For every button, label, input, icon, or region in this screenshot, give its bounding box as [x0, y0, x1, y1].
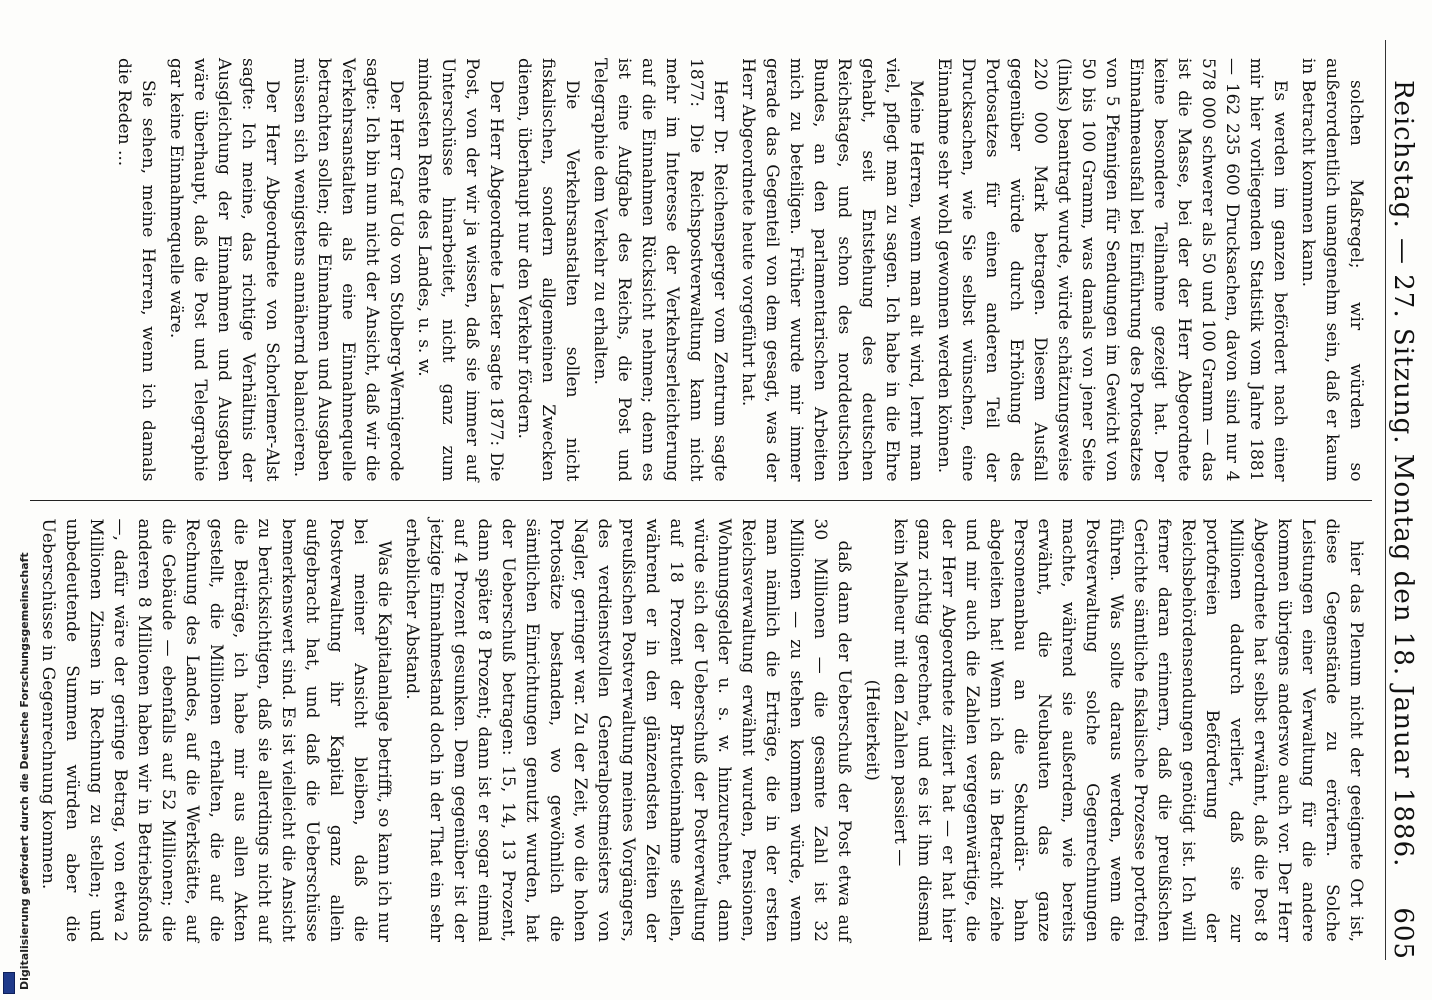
- paragraph: Der Herr Abgeordnete von Schorlemer-Alst sagte: Ich meine, das richtige Verhältnis der Ausgleichung der Einnahmen und Ausgaben wäre überhaupt, daß die Post und Telegraphie gar keine Einnahmequelle wäre.: [166, 58, 282, 482]
- dfg-logo-icon: [3, 972, 15, 994]
- column-left: [30, 40, 1372, 500]
- text-columns: [30, 40, 1372, 960]
- page-number: 605: [1388, 907, 1418, 960]
- page-header: [1385, 40, 1420, 960]
- paragraph: Der Herr Abgeordnete Laster sagte 1877: Die Post, von der wir ja wissen, daß sie immer auf Unterschüsse hinarbeitet, nicht ganz zum mindesten Rente des Landes, u. s. w.: [414, 58, 506, 482]
- paragraph: daß dann der Ueberschuß der Post etwa auf 30 Millionen — die gesamte Zahl ist 32 Millionen — zu stehen kommen würde, wenn man nämlich die Erträge, die in der ersten Reichsverwaltung erwähnt wurden, Pensionen, Wohnungsgelder u. s. w. hinzurechnet, dann würde sich der Ueberschuß der Postverwaltung auf 18 Prozent der Bruttoeinnahme stellen, während er in den glänzendsten Zeiten der preußischen Postverwaltung meines Vorgängers, des verdienstvollen Generalpostmeisters von Nagler, geringer war. Zu der Zeit, wo die hohen Portosätze bestanden, wo gewöhnlich die sämtlichen Einrichtungen genutzt wurden, hat der Ueberschuß betragen: 15, 14, 13 Prozent, dann später 8 Prozent; dann ist er sogar einmal auf 4 Prozent gesunken. Dem gegenüber ist der jetzige Einnahmestand doch in der That ein sehr erheblicher Abstand.: [402, 518, 854, 942]
- interjection: (Heiterkeit): [862, 679, 882, 781]
- paragraph: Der Herr Graf Udo von Stolberg-Wernigerode sagte: Ich bin nun nicht der Ansicht, daß wir die Verkehrsanstalten als eine Einnahmequelle betrachten sollen; die Einnahmen und Ausgaben müssen sich wenigstens annähernd balancieren.: [290, 58, 406, 482]
- column-right: [30, 500, 1372, 961]
- paragraph: Die Verkehrsanstalten sollen nicht fiskalischen, sondern allgemeinen Zwecken dienen, überhaupt nur den Verkehr fördern.: [514, 58, 582, 482]
- paragraph: Herr Dr. Reichensperger vom Zentrum sagte 1877: Die Reichspostverwaltung kann nicht mehr im Interesse der Verkehrserleichterung auf die Einnahmen Rücksicht nehmen; denn es ist eine Aufgabe des Reichs, die Post und Telegraphie dem Verkehr zu erhalten.: [590, 58, 730, 482]
- paragraph: Es werden im ganzen befördert nach einer mir hier vorliegenden Statistik vom Jahre 1881 — 162 235 600 Drucksachen, davon sind nur 4 578 000 schwerer als 50 und 100 Gramm — das ist die Masse, bei der der Herr Abgeordnete keine besondere Teilnahme gezeigt hat. Der Einnahmeausfall bei Einführung des Portosatzes von 5 Pfennigen für Sendungen im Gewicht von 50 bis 100 Gramm, was damals von jener Seite (links) beantragt wurde, würde schätzungsweise 220 000 Mark betragen. Diesem Ausfall gegenüber würde durch Erhöhung des Portosatzes für einen anderen Teil der Drucksachen, wie Sie selbst wünschen, eine Einnahme sehr wohl gewonnen werden können.: [934, 58, 1290, 482]
- running-title: Reichstag. — 27. Sitzung. Montag den 18. Januar 1886.: [1388, 79, 1418, 868]
- digitization-note: Digitalisierung gefördert durch die Deutsche Forschungsgemeinschaft: [18, 552, 31, 990]
- paragraph: Meine Herren, wenn man alt wird, lernt man viel, pflegt man zu sagen. Ich habe in die Ehre gehabt, seit Entstehung des deutschen Reichstages, und schon des norddeutschen Bundes, an den parlamentarischen Arbeiten mich zu beteiligen. Früher wurde mir immer gerade das Gegenteil von dem gesagt, was der Herr Abgeordnete heute vorgeführt hat.: [738, 58, 926, 482]
- paragraph: solchen Maßregel; wir würden so außerordentlich unangenehm sein, daß er kaum in Betracht kommen kann.: [1298, 58, 1366, 482]
- paragraph: Sie sehen, meine Herren, wenn ich damals die Reden ...: [114, 58, 158, 482]
- paragraph: hier das Plenum nicht der geeignete Ort ist, diese Gegenstände zu erörtern. Solche Leistungen einer Verwaltung für die andere kommen übrigens anderswo auch vor. Der Herr Abgeordnete hat selbst erwähnt, daß die Post 8 Millionen dadurch verliert, daß sie zur portofreien Beförderung der Reichsbehördensendungen genötigt ist. Ich will ferner daran erinnern, daß die preußischen Gerichte sämtliche fiskalische Prozesse portofrei führen. Was sollte daraus werden, wenn die Postverwaltung solche Gegenrechnungen machte, während sie außerdem, wie bereits erwähnt, die Neubauten das ganze Personenanbau an die Sekundär- bahn abgeleiten hat! Wenn ich das in Betracht ziehe und mir auch die Zahlen vergegenwärtige, die der Herr Abgeordnete zitiert hat — er hat hier ganz richtig gerechnet, und es ist ihm diesmal kein Malheur mit den Zahlen passiert —: [890, 518, 1366, 942]
- digitization-footer: [2, 0, 31, 1000]
- paragraph: Was die Kapitalanlage betrifft, so kann ich nur bei meiner Ansicht bleiben, daß die Postverwaltung ihr Kapital ganz allein aufgebracht hat, und daß die Ueberschüsse bemerkenswert sind. Es ist vielleicht die Ansicht zu berücksichtigen, daß sie allerdings nicht auf die Beiträge, ich habe mir aus allen Akten gestellt, die Millionen erhalten, die auf die Rechnung des Landes, auf die Werkstätte, auf die Gebäude — ebenfalls auf 52 Millionen; die anderen 8 Millionen haben wir in Betriebsfonds —, dafür wäre der geringe Betrag, von etwa 2 Millionen Zinsen in Rechnung zu stellen; und unbedeutende Summen würden aber die Ueberschüsse in Gegenrechnung kommen.: [38, 518, 394, 942]
